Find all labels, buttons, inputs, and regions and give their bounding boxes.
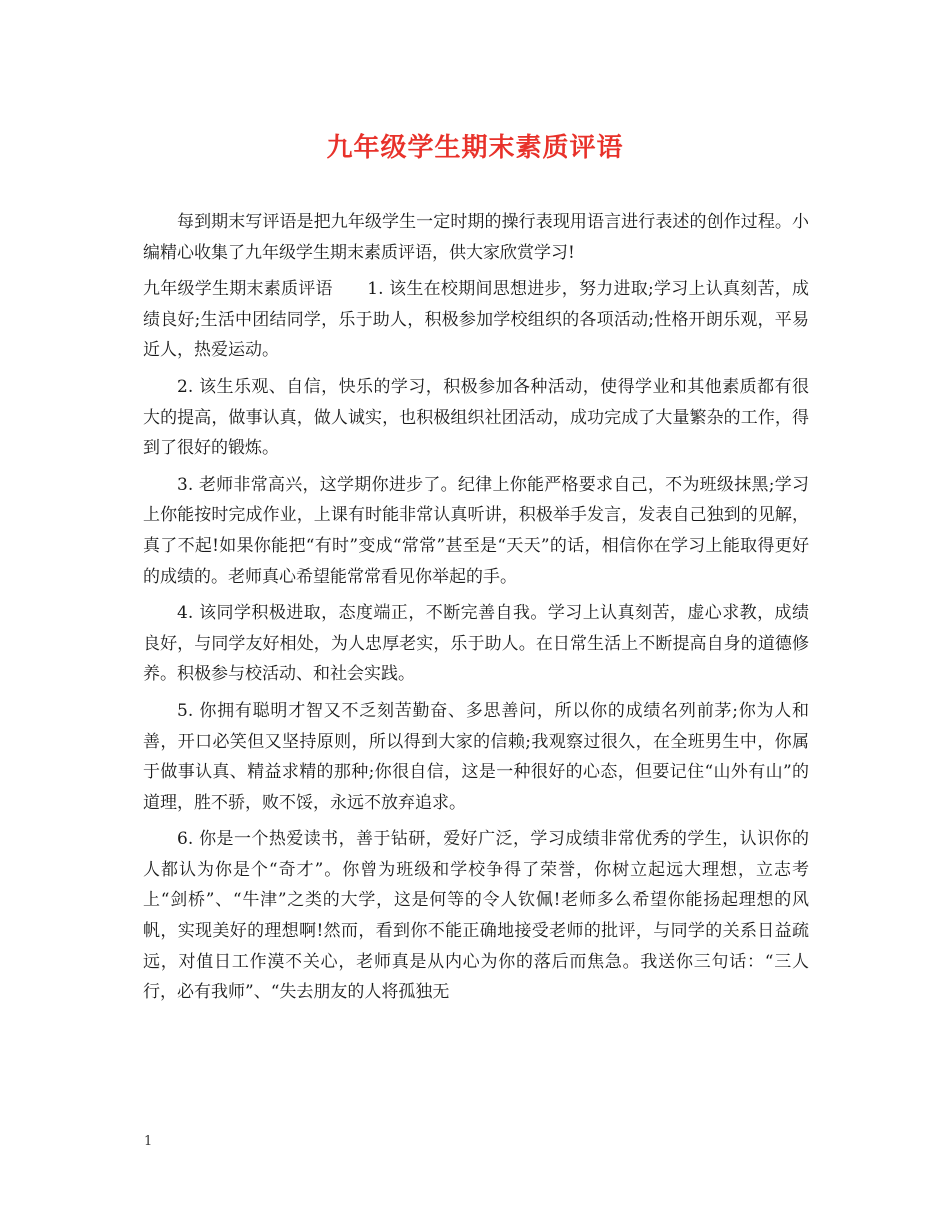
page-number: 1 [144,1134,153,1149]
paragraph-item-3: 3. 老师非常高兴，这学期你进步了。纪律上你能严格要求自己，不为班级抹黑;学习上你能按时完成作业，上课有时能非常认真听讲，积极举手发言，发表自己独到的见解，真了不起!如果你能把“有时”变成“常常”甚至是“天天”的话，相信你在学习上能取得更好的成绩的。老师真心希望能常常看见你举起的手。 [143,474,809,587]
paragraph-item-5: 5. 你拥有聪明才智又不乏刻苦勤奋、多思善问，所以你的成绩名列前茅;你为人和善，开口必笑但又坚持原则，所以得到大家的信赖;我观察过很久，在全班男生中，你属于做事认真、精益求精的那种;你很自信，这是一种很好的心态，但要记住“山外有山”的道理，胜不骄，败不馁，永远不放弃追求。 [143,700,809,813]
paragraph-item-1: 九年级学生期末素质评语 1. 该生在校期间思想进步，努力进取;学习上认真刻苦，成绩良好;生活中团结同学，乐于助人，积极参加学校组织的各项活动;性格开朗乐观，平易近人，热爱运动。 [143,279,809,361]
paragraph-item-2: 2. 该生乐观、自信，快乐的学习，积极参加各种活动，使得学业和其他素质都有很大的提高，做事认真，做人诚实，也积极组织社团活动，成功完成了大量繁杂的工作，得到了很好的锻炼。 [143,376,809,459]
paragraph-intro: 每到期末写评语是把九年级学生一定时期的操行表现用语言进行表述的创作过程。小编精心收集了九年级学生期末素质评语，供大家欣赏学习! [143,212,809,263]
paragraph-item-4: 4. 该同学积极进取，态度端正，不断完善自我。学习上认真刻苦，虚心求教，成绩良好，与同学友好相处，为人忠厚老实，乐于助人。在日常生活上不断提高自身的道德修养。积极参与校活动、和社会实践。 [143,603,809,685]
document-title: 九年级学生期末素质评语 [326,133,624,163]
paragraph-item-6: 6. 你是一个热爱读书，善于钻研，爱好广泛，学习成绩非常优秀的学生，认识你的人都认为你是个“奇才”。你曾为班级和学校争得了荣誉，你树立起远大理想，立志考上“剑桥”、“牛津”之类的大学，这是何等的令人钦佩!老师多么希望你能扬起理想的风帆，实现美好的理想啊!然而，看到你不能正确地接受老师的批评，与同学的关系日益疏远，对值日工作漠不关心，老师真是从内心为你的落后而焦急。我送你三句话：“三人行，必有我师”、“失去朋友的人将孤独无 [143,829,809,1003]
document-body [143,207,809,1014]
